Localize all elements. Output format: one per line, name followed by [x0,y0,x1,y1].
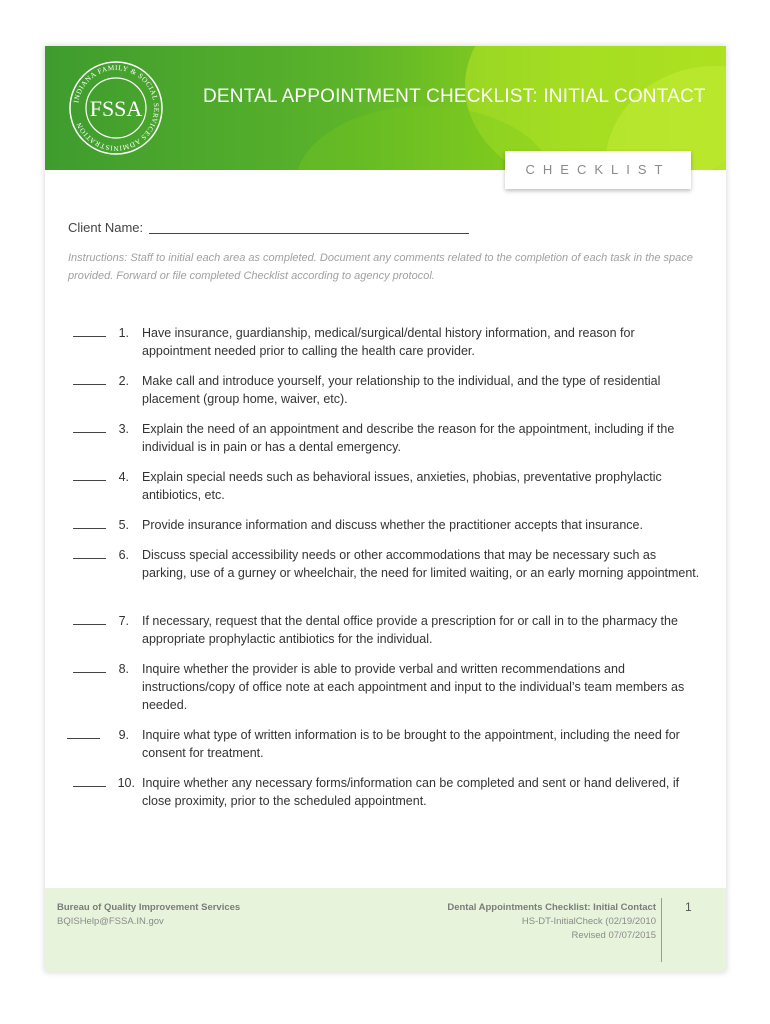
footer-org: Bureau of Quality Improvement Services [57,902,241,913]
page-title: DENTAL APPOINTMENT CHECKLIST: INITIAL CONTACT [203,86,706,107]
item-number: 7. [118,614,129,628]
item-text: Inquire what type of written information is to be brought to the appointment, including the need for consent for treatment. [142,728,680,760]
item-text: If necessary, request that the dental office provide a prescription for or call in to the pharmacy the appropriate prophylactic antibiotics for the individual. [142,614,678,646]
initial-line[interactable] [73,420,106,433]
item-text: Inquire whether the provider is able to provide verbal and written recommendations and instructions/copy of office note at each appointment and input to the individual’s team members as needed. [142,662,685,712]
initial-line[interactable] [73,546,106,559]
item-number: 1. [118,326,129,340]
item-number: 4. [118,470,129,484]
client-name-field [68,220,469,235]
item-text: Have insurance, guardianship, medical/surgical/dental history information, and reason for appointment needed prior to calling the health care provider. [142,326,635,358]
fssa-seal-logo [68,60,164,156]
item-text: Make call and introduce yourself, your relationship to the individual, and the type of residential placement (group home, waiver, etc). [142,374,661,406]
initial-line[interactable] [73,612,106,625]
item-number: 6. [118,548,129,562]
footer-doc-code: HS-DT-InitialCheck (02/19/2010 [521,916,656,927]
initial-line[interactable] [73,516,106,529]
item-text: Provide insurance information and discuss whether the practitioner accepts that insurance. [142,518,643,532]
item-text: Inquire whether any necessary forms/information can be completed and sent or hand delivered, if close proximity, prior to the scheduled appointment. [142,776,680,808]
checklist-tab: CHECKLIST [505,151,691,189]
initial-line[interactable] [73,324,106,337]
document-page [45,46,726,972]
item-text: Explain the need of an appointment and describe the reason for the appointment, including if the individual is in pain or has a dental emergency. [142,422,675,454]
item-text: Discuss special accessibility needs or other accommodations that may be necessary such as parking, use of a gurney or wheelchair, the need for limited waiting, or an early morning appointment. [142,548,700,580]
instructions-text: Instructions: Staff to initial each area as completed. Document any comments related to the completion of each task in the space provided. Forward or file completed Checklist according to agency protocol. [68,252,693,282]
item-number: 5. [118,518,129,532]
item-number: 8. [118,662,129,676]
initial-line[interactable] [73,660,106,673]
item-number: 9. [118,728,129,742]
initial-line[interactable] [73,468,106,481]
initial-line[interactable] [67,726,100,739]
item-number: 3. [118,422,129,436]
item-number: 10. [117,776,135,790]
initial-line[interactable] [73,774,106,787]
page-number: 1 [685,900,692,914]
footer-divider [661,898,662,962]
svg-text:FSSA: FSSA [89,96,143,121]
page-footer [45,888,726,972]
svg-text:INDIANA FAMILY & SOCIAL SERVIC: INDIANA FAMILY & SOCIAL SERVICES ADMINISTRATION [72,63,161,153]
footer-doc-title: Dental Appointments Checklist: Initial Contact [447,902,656,913]
client-name-line[interactable] [149,220,469,234]
footer-revised-date: Revised 07/07/2015 [571,930,656,941]
item-number: 2. [118,374,129,388]
initial-line[interactable] [73,372,106,385]
client-name-label: Client Name: [68,220,144,235]
footer-email-link[interactable]: BQISHelp@FSSA.IN.gov [57,916,164,927]
item-text: Explain special needs such as behavioral issues, anxieties, phobias, preventative prophylactic antibiotics, etc. [142,470,662,502]
